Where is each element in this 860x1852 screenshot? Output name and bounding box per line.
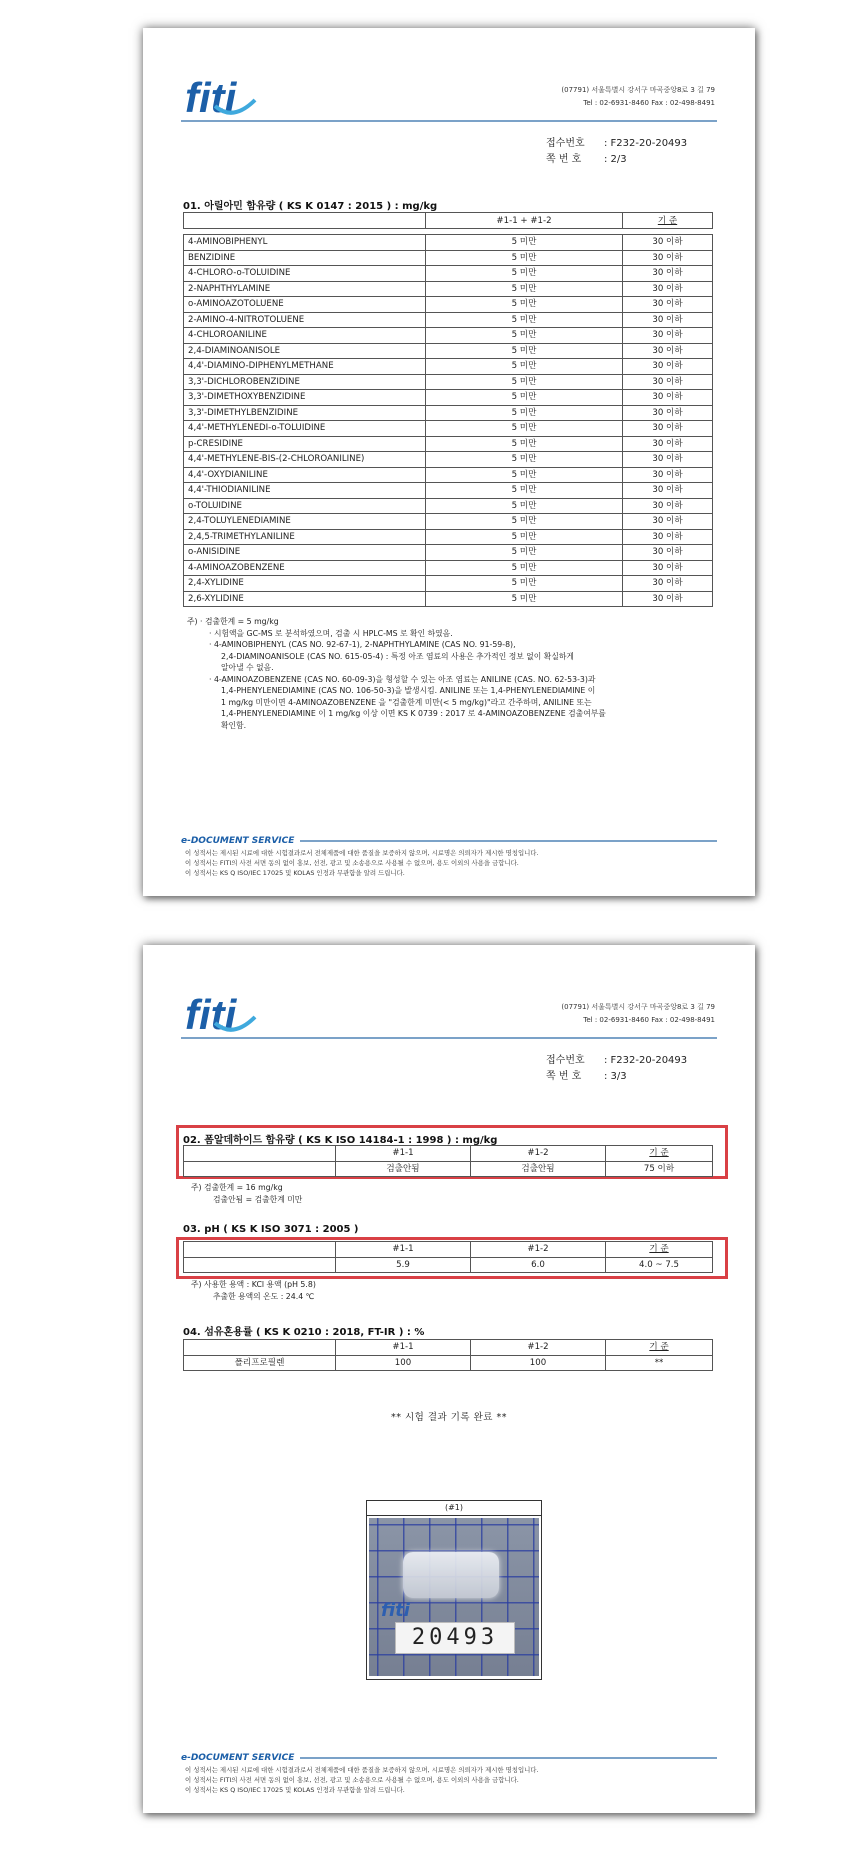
receipt-info (546, 1053, 687, 1085)
note-line: 2,4-DIAMINOANISOLE (CAS NO. 615-05-4) : 특정 아조 염료의 사용은 추가적인 정보 없이 확실하게 (221, 651, 574, 661)
table-row (184, 312, 713, 328)
chemical-name: o-ANISIDINE (184, 545, 426, 561)
note-line: · 시험액을 GC-MS 로 분석하였으며, 검출 시 HPLC-MS 로 확인 하였음. (209, 628, 453, 638)
report-page-1 (143, 28, 755, 896)
table-header-sample: #1-1 + #1-2 (426, 213, 623, 229)
standard-value: 30 이하 (623, 374, 713, 390)
section-2-notes (191, 1182, 302, 1205)
chemical-name: 4,4'-OXYDIANILINE (184, 467, 426, 483)
table-header-row (184, 1242, 713, 1258)
col-sample-1: #1-1 (336, 1242, 471, 1258)
chemical-name: 3,3'-DIMETHYLBENZIDINE (184, 405, 426, 421)
footer-title (181, 836, 717, 846)
standard-value: 30 이하 (623, 405, 713, 421)
table-row (184, 452, 713, 468)
table-row (184, 374, 713, 390)
standard-value: 30 이하 (623, 436, 713, 452)
ph-table (183, 1241, 713, 1273)
value-standard: 4.0 ~ 7.5 (606, 1257, 713, 1273)
footer (181, 836, 717, 878)
section-2-title: 02. 폼알데하이드 함유량 ( KS K ISO 14184-1 : 1998 ) : mg/kg (183, 1135, 498, 1146)
standard-label: 기 준 (649, 1148, 669, 1159)
section-4-title: 04. 섬유혼용률 ( KS K 0210 : 2018, FT-IR ) : % (183, 1327, 425, 1338)
chemical-name: 2-AMINO-4-NITROTOLUENE (184, 312, 426, 328)
note-line: 주) 사용한 용액 : KCl 용액 (pH 5.8) (191, 1280, 316, 1289)
result-value: 5 미만 (426, 297, 623, 313)
phone-text: Tel : 02-6931-8460 Fax : 02-498-8491 (583, 99, 715, 107)
result-value: 5 미만 (426, 312, 623, 328)
result-value: 5 미만 (426, 529, 623, 545)
footer-line: 이 성적서는 KS Q ISO/IEC 17025 및 KOLAS 인정과 무관함을 알려 드립니다. (185, 869, 405, 877)
result-value: 5 미만 (426, 390, 623, 406)
value-sample-1: 100 (336, 1355, 471, 1371)
table-row (184, 1257, 713, 1273)
note-line: · 4-AMINOBIPHENYL (CAS NO. 92-67-1), 2-NAPHTHYLAMINE (CAS NO. 91-59-8), (209, 640, 516, 649)
chemical-name: 4-CHLOROANILINE (184, 328, 426, 344)
table-row (184, 390, 713, 406)
standard-value: 30 이하 (623, 560, 713, 576)
result-value: 5 미만 (426, 560, 623, 576)
standard-label: 기 준 (649, 1342, 669, 1353)
result-value: 5 미만 (426, 436, 623, 452)
header-address (561, 1001, 715, 1027)
table-row (184, 328, 713, 344)
note-line: 주) · 검출한계 = 5 mg/kg (187, 617, 279, 626)
standard-value: 30 이하 (623, 483, 713, 499)
standard-value: 30 이하 (623, 235, 713, 251)
chemical-name: 2-NAPHTHYLAMINE (184, 281, 426, 297)
table-row (184, 591, 713, 607)
chemical-name: BENZIDINE (184, 250, 426, 266)
header-address (561, 84, 715, 110)
phone-text: Tel : 02-6931-8460 Fax : 02-498-8491 (583, 1016, 715, 1024)
chemical-name: o-AMINOAZOTOLUENE (184, 297, 426, 313)
sample-number-tag: 20493 (395, 1622, 515, 1654)
sample-swatch (403, 1552, 499, 1598)
table-row (184, 436, 713, 452)
footer-lines (181, 1765, 717, 1795)
receipt-value: : F232-20-20493 (604, 1055, 688, 1066)
arylamine-table (183, 212, 713, 607)
table-row (184, 545, 713, 561)
col-sample-2: #1-2 (471, 1340, 606, 1356)
table-row (184, 514, 713, 530)
standard-value: 30 이하 (623, 529, 713, 545)
report-page-2 (143, 945, 755, 1813)
test-complete-text: ** 시험 결과 기록 완료 ** (390, 1412, 507, 1423)
standard-label: 기 준 (649, 1244, 669, 1255)
chemical-name: 3,3'-DICHLOROBENZIDINE (184, 374, 426, 390)
result-value: 5 미만 (426, 235, 623, 251)
col-sample-1: #1-1 (336, 1146, 471, 1162)
chemical-name: 2,6-XYLIDINE (184, 591, 426, 607)
receipt-info (546, 136, 687, 168)
table-header-row (184, 1146, 713, 1162)
sample-photo-frame (366, 1500, 542, 1680)
note-line: 1,4-PHENYLENEDIAMINE (CAS NO. 106-50-3)을 발생시킴. ANILINE 또는 1,4-PHENYLENEDIAMINE 이 (221, 686, 596, 695)
section-3-title: 03. pH ( KS K ISO 3071 : 2005 ) (183, 1224, 359, 1235)
table-row (184, 250, 713, 266)
page-value: : 3/3 (604, 1071, 627, 1082)
standard-value: 30 이하 (623, 250, 713, 266)
header-rule (181, 120, 717, 122)
table-row (184, 1161, 713, 1177)
standard-value: 30 이하 (623, 576, 713, 592)
standard-value: 30 이하 (623, 545, 713, 561)
footer-title (181, 1753, 717, 1763)
table-header-row (184, 213, 713, 229)
result-value: 5 미만 (426, 343, 623, 359)
standard-value: 30 이하 (623, 591, 713, 607)
value-sample-2: 검출안됨 (471, 1161, 606, 1177)
address-text: (07791) 서울특별시 강서구 마곡중앙8로 3 길 79 (561, 86, 715, 94)
result-value: 5 미만 (426, 266, 623, 282)
table-row (184, 529, 713, 545)
footer-lines (181, 848, 717, 878)
sample-photo (369, 1518, 539, 1676)
result-value: 5 미만 (426, 281, 623, 297)
table-row (184, 498, 713, 514)
table-header-standard (623, 213, 713, 229)
table-row (184, 576, 713, 592)
chemical-name: 4,4'-DIAMINO-DIPHENYLMETHANE (184, 359, 426, 375)
address-text: (07791) 서울특별시 강서구 마곡중앙8로 3 길 79 (561, 1003, 715, 1011)
table-row (184, 343, 713, 359)
footer (181, 1753, 717, 1795)
table-row (184, 281, 713, 297)
table-row (184, 467, 713, 483)
chemical-name: 2,4,5-TRIMETHYLANILINE (184, 529, 426, 545)
result-value: 5 미만 (426, 514, 623, 530)
result-value: 5 미만 (426, 576, 623, 592)
standard-value: 30 이하 (623, 421, 713, 437)
page-value: : 2/3 (604, 154, 627, 165)
table-header-blank (184, 213, 426, 229)
section-1-title: 01. 아릴아민 함유량 ( KS K 0147 : 2015 ) : mg/kg (183, 201, 438, 212)
standard-value: 30 이하 (623, 452, 713, 468)
chemical-name: 4,4'-METHYLENEDI-o-TOLUIDINE (184, 421, 426, 437)
fiti-logo (185, 993, 281, 1041)
chemical-name: 3,3'-DIMETHOXYBENZIDINE (184, 390, 426, 406)
table-row (184, 266, 713, 282)
value-sample-2: 100 (471, 1355, 606, 1371)
section-3-notes (191, 1279, 316, 1302)
standard-value: 30 이하 (623, 514, 713, 530)
note-line: 알아낼 수 없음. (221, 663, 274, 672)
chemical-name: 4-AMINOBIPHENYL (184, 235, 426, 251)
chemical-name: 4,4'-THIODIANILINE (184, 483, 426, 499)
result-value: 5 미만 (426, 498, 623, 514)
note-line: 주) 검출한계 = 16 mg/kg (191, 1183, 283, 1192)
standard-value: 30 이하 (623, 328, 713, 344)
result-value: 5 미만 (426, 591, 623, 607)
standard-value: 30 이하 (623, 266, 713, 282)
chemical-name: 2,4-XYLIDINE (184, 576, 426, 592)
svg-text:fiti: fiti (185, 993, 237, 1037)
chemical-name: p-CRESIDINE (184, 436, 426, 452)
standard-value: 30 이하 (623, 498, 713, 514)
receipt-label: 접수번호 (546, 138, 585, 149)
note-line: 1 mg/kg 미만이면 4-AMINOAZOBENZENE 을 "검출한계 미만(< 5 mg/kg)"라고 간주하며, ANILINE 또는 (221, 697, 592, 707)
note-line: 확인함. (221, 720, 247, 730)
table-row (184, 359, 713, 375)
chemical-name: 4,4'-METHYLENE-BIS-(2-CHLOROANILINE) (184, 452, 426, 468)
footer-title-text: e-DOCUMENT SERVICE (181, 836, 295, 846)
formaldehyde-table (183, 1145, 713, 1177)
photo-caption: (#1) (367, 1501, 541, 1516)
photo-logo: fiti (381, 1600, 410, 1621)
table-row (184, 405, 713, 421)
standard-value: 30 이하 (623, 343, 713, 359)
value-standard: ** (606, 1355, 713, 1371)
fiber-composition-table (183, 1339, 713, 1371)
receipt-value: : F232-20-20493 (604, 138, 688, 149)
fiti-logo (185, 76, 281, 124)
result-value: 5 미만 (426, 359, 623, 375)
table-row (184, 421, 713, 437)
col-sample-2: #1-2 (471, 1242, 606, 1258)
chemical-name: 4-AMINOAZOBENZENE (184, 560, 426, 576)
fiber-name: 폴리프로필렌 (184, 1355, 336, 1371)
result-value: 5 미만 (426, 250, 623, 266)
value-sample-1: 5.9 (336, 1257, 471, 1273)
result-value: 5 미만 (426, 405, 623, 421)
standard-value: 30 이하 (623, 312, 713, 328)
value-sample-2: 6.0 (471, 1257, 606, 1273)
standard-value: 30 이하 (623, 297, 713, 313)
result-value: 5 미만 (426, 452, 623, 468)
footer-line: 이 성적서는 KS Q ISO/IEC 17025 및 KOLAS 인정과 무관함을 알려 드립니다. (185, 1786, 405, 1794)
header-rule (181, 1037, 717, 1039)
standard-value: 30 이하 (623, 281, 713, 297)
col-sample-2: #1-2 (471, 1146, 606, 1162)
footer-line: 이 성적서는 FITI의 사전 서면 동의 없이 홍보, 선전, 광고 및 소송용으로 사용될 수 없으며, 용도 이외의 사용을 금합니다. (185, 859, 519, 867)
table-row (184, 1355, 713, 1371)
page-label: 쪽 번 호 (546, 1071, 582, 1082)
table-header-row (184, 1340, 713, 1356)
value-sample-1: 검출안됨 (336, 1161, 471, 1177)
standard-value: 30 이하 (623, 390, 713, 406)
result-value: 5 미만 (426, 483, 623, 499)
chemical-name: 2,4-TOLUYLENEDIAMINE (184, 514, 426, 530)
note-line: 검출안됨 = 검출한계 미만 (213, 1194, 303, 1204)
footer-line: 이 성적서는 제시된 시료에 대한 시험결과로서 전체제품에 대한 품질을 보증하지 않으며, 시료명은 의뢰자가 제시한 명칭입니다. (185, 1766, 539, 1774)
footer-title-text: e-DOCUMENT SERVICE (181, 1753, 295, 1763)
table-row (184, 235, 713, 251)
table-row (184, 483, 713, 499)
standard-value: 30 이하 (623, 467, 713, 483)
chemical-name: 2,4-DIAMINOANISOLE (184, 343, 426, 359)
table-row (184, 560, 713, 576)
section-1-notes (187, 616, 717, 731)
result-value: 5 미만 (426, 545, 623, 561)
result-value: 5 미만 (426, 467, 623, 483)
footer-line: 이 성적서는 제시된 시료에 대한 시험결과로서 전체제품에 대한 품질을 보증하지 않으며, 시료명은 의뢰자가 제시한 명칭입니다. (185, 849, 539, 857)
standard-label: 기 준 (657, 215, 678, 226)
table-row (184, 297, 713, 313)
receipt-label: 접수번호 (546, 1055, 585, 1066)
chemical-name: 4-CHLORO-o-TOLUIDINE (184, 266, 426, 282)
page-label: 쪽 번 호 (546, 154, 582, 165)
col-sample-1: #1-1 (336, 1340, 471, 1356)
note-line: · 4-AMINOAZOBENZENE (CAS NO. 60-09-3)을 형성할 수 있는 아조 염료는 ANILINE (CAS. NO. 62-53-3)과 (209, 674, 596, 684)
svg-text:fiti: fiti (185, 76, 237, 120)
standard-value: 30 이하 (623, 359, 713, 375)
result-value: 5 미만 (426, 328, 623, 344)
footer-line: 이 성적서는 FITI의 사전 서면 동의 없이 홍보, 선전, 광고 및 소송용으로 사용될 수 없으며, 용도 이외의 사용을 금합니다. (185, 1776, 519, 1784)
result-value: 5 미만 (426, 421, 623, 437)
chemical-name: o-TOLUIDINE (184, 498, 426, 514)
note-line: 추출한 용액의 온도 : 24.4 ℃ (213, 1291, 315, 1301)
value-standard: 75 이하 (606, 1161, 713, 1177)
note-line: 1,4-PHENYLENEDIAMINE 이 1 mg/kg 이상 이면 KS K 0739 : 2017 로 4-AMINOAZOBENZENE 검출여부를 (221, 709, 606, 718)
result-value: 5 미만 (426, 374, 623, 390)
